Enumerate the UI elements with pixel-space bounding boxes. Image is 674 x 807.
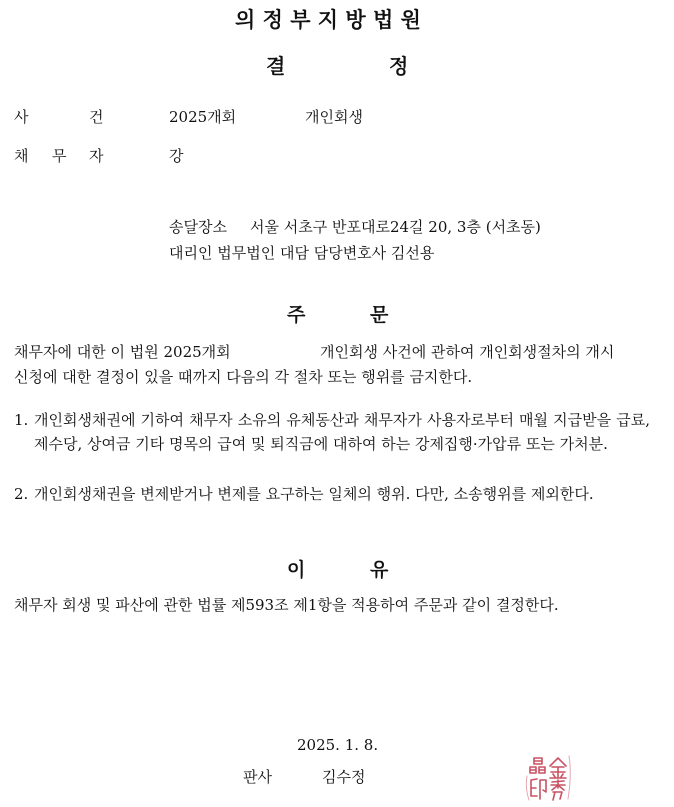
order-item-1-text: 개인회생채권에 기하여 채무자 소유의 유체동산과 채무자가 사용자로부터 매월 지급받을 급료, 제수당, 상여금 기타 명목의 급여 및 퇴직금에 대하여 하는 강제집행·가압류 또는 가처분. <box>34 411 650 453</box>
order-line1-a: 채무자에 대한 이 법원 2025개회 <box>14 343 231 361</box>
reason-text: 채무자 회생 및 파산에 관한 법률 제593조 제1항을 적용하여 주문과 같이 결정한다. <box>14 596 559 614</box>
order-item-2 <box>14 482 650 506</box>
decision-date: 2025. 1. 8. <box>297 736 379 754</box>
reason-heading-right: 유 <box>370 559 389 581</box>
service-label: 송달장소 <box>169 218 227 236</box>
debtor-label-c: 자 <box>89 147 104 165</box>
doc-type-right: 정 <box>389 54 409 78</box>
case-label-b: 건 <box>89 108 104 126</box>
official-seal-stamp <box>522 752 574 804</box>
debtor-name: 강 <box>169 147 184 165</box>
case-number: 2025개회 <box>169 108 237 126</box>
order-item-1 <box>14 408 650 456</box>
reason-heading-left: 이 <box>287 559 306 581</box>
service-agent: 대리인 법무법인 대담 담당변호사 김선용 <box>169 244 435 262</box>
order-line1-b: 개인회생 사건에 관하여 개인회생절차의 개시 <box>320 343 615 361</box>
debtor-label-a: 채 <box>14 147 29 165</box>
doc-type-left: 결 <box>266 54 286 78</box>
order-item-1-num: 1. <box>14 411 29 429</box>
debtor-label-b: 무 <box>52 147 67 165</box>
judge-title: 판사 <box>243 768 272 786</box>
order-item-2-num: 2. <box>14 485 29 503</box>
service-address: 서울 서초구 반포대로24길 20, 3층 (서초동) <box>250 218 541 236</box>
order-heading-right: 문 <box>370 304 389 326</box>
order-item-2-text: 개인회생채권을 변제받거나 변제를 요구하는 일체의 행위. 다만, 소송행위를 제외한다. <box>34 485 594 503</box>
order-line2: 신청에 대한 결정이 있을 때까지 다음의 각 절차 또는 행위를 금지한다. <box>14 368 473 386</box>
judge-name: 김수정 <box>322 768 366 786</box>
case-label-a: 사 <box>14 108 29 126</box>
order-heading-left: 주 <box>287 304 306 326</box>
court-name: 의 정 부 지 방 법 원 <box>235 8 421 32</box>
case-type: 개인회생 <box>305 108 363 126</box>
